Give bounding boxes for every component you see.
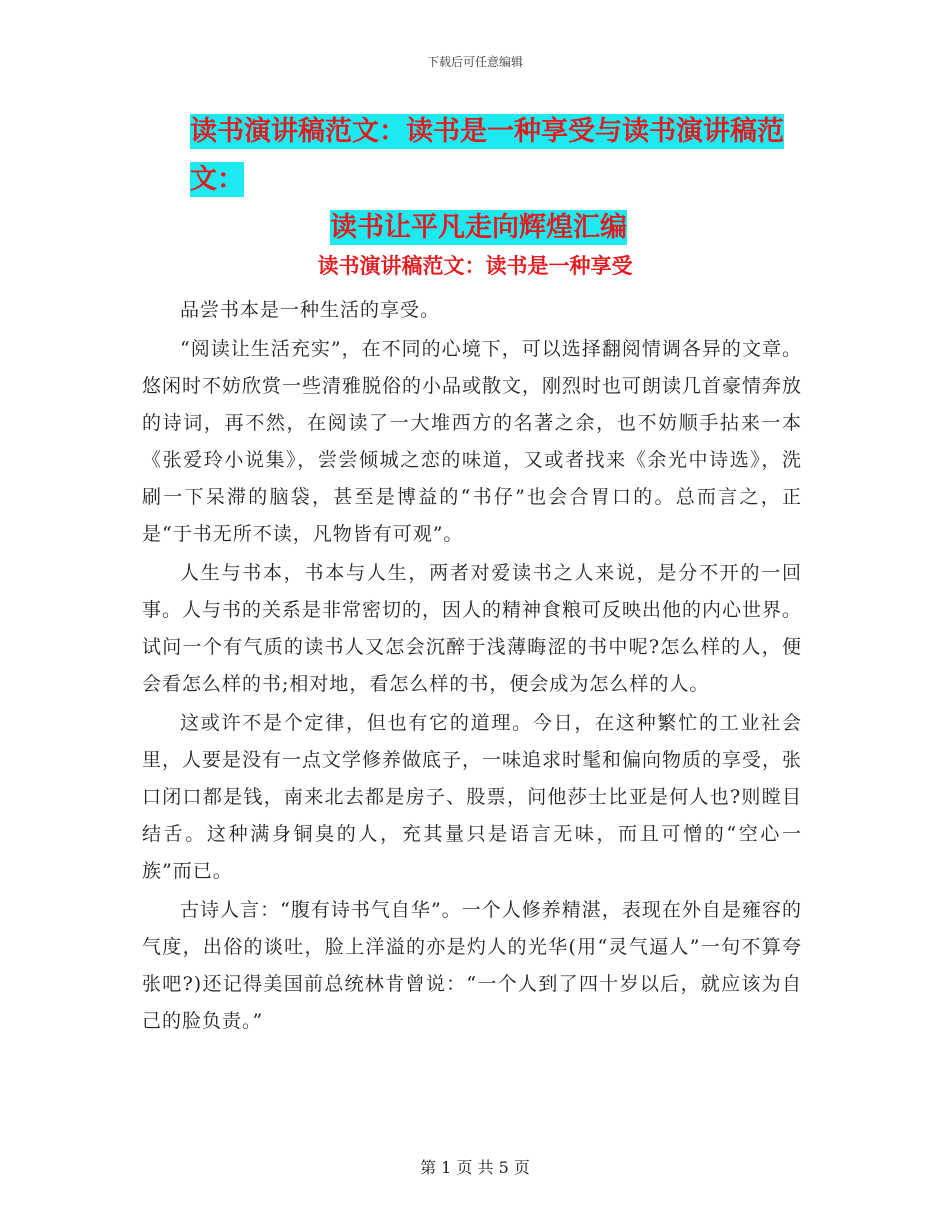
paragraph: “阅读让生活充实”，在不同的心境下，可以选择翻阅情调各异的文章。悠闲时不妨欣赏一些清雅脱俗的小品或散文，刚烈时也可朗读几首豪情奔放的诗词，再不然，在阅读了一大堆西方的名著之余，也不妨顺手拈来一本《张爱玲小说集》，尝尝倾城之恋的味道，又或者找来《余光中诗选》，洗刷一下呆滞的脑袋，甚至是博益的“书仔”也会合胃口的。总而言之，正是“于书无所不读，凡物皆有可观”。 bbox=[142, 338, 803, 545]
body-text bbox=[142, 292, 802, 1042]
paragraph: 人生与书本，书本与人生，两者对爱读书之人来说，是分不开的一回事。人与书的关系是非常密切的，因人的精神食粮可反映出他的内心世界。试问一个有气质的读书人又怎会沉醉于浅薄晦涩的书中呢?怎么样的人，便会看怎么样的书;相对地，看怎么样的书，便会成为怎么样的人。 bbox=[142, 562, 803, 695]
title-line-2 bbox=[190, 204, 830, 252]
section-heading: 读书演讲稿范文：读书是一种享受 bbox=[317, 254, 633, 278]
title-line-2-text: 读书让平凡走向辉煌汇编 bbox=[330, 212, 627, 243]
page-footer: 第 1 页 共 5 页 bbox=[420, 1158, 530, 1177]
paragraph: 古诗人言：“腹有诗书气自华”。一个人修养精湛，表现在外自是雍容的气度，出俗的谈吐，脸上洋溢的亦是灼人的光华(用“灵气逼人”一句不算夸张吧?)还记得美国前总统林肯曾说：“一个人到了四十岁以后，就应该为自己的脸负责。” bbox=[142, 899, 802, 1032]
document-title bbox=[190, 108, 830, 252]
title-line-1 bbox=[190, 108, 830, 204]
page-header: 下载后可任意编辑 bbox=[426, 55, 523, 69]
paragraph: 这或许不是个定律，但也有它的道理。今日，在这种繁忙的工业社会里，人要是没有一点文学修养做底子，一味追求时髦和偏向物质的享受，张口闭口都是钱，南来北去都是房子、股票，问他莎士比亚是何人也?则瞠目结舌。这种满身铜臭的人，充其量只是语言无味，而且可憎的“空心一族”而已。 bbox=[142, 712, 803, 882]
paragraph: 品尝书本是一种生活的享受。 bbox=[180, 299, 441, 321]
title-line-1-text: 读书演讲稿范文：读书是一种享受与读书演讲稿范文： bbox=[190, 116, 784, 195]
